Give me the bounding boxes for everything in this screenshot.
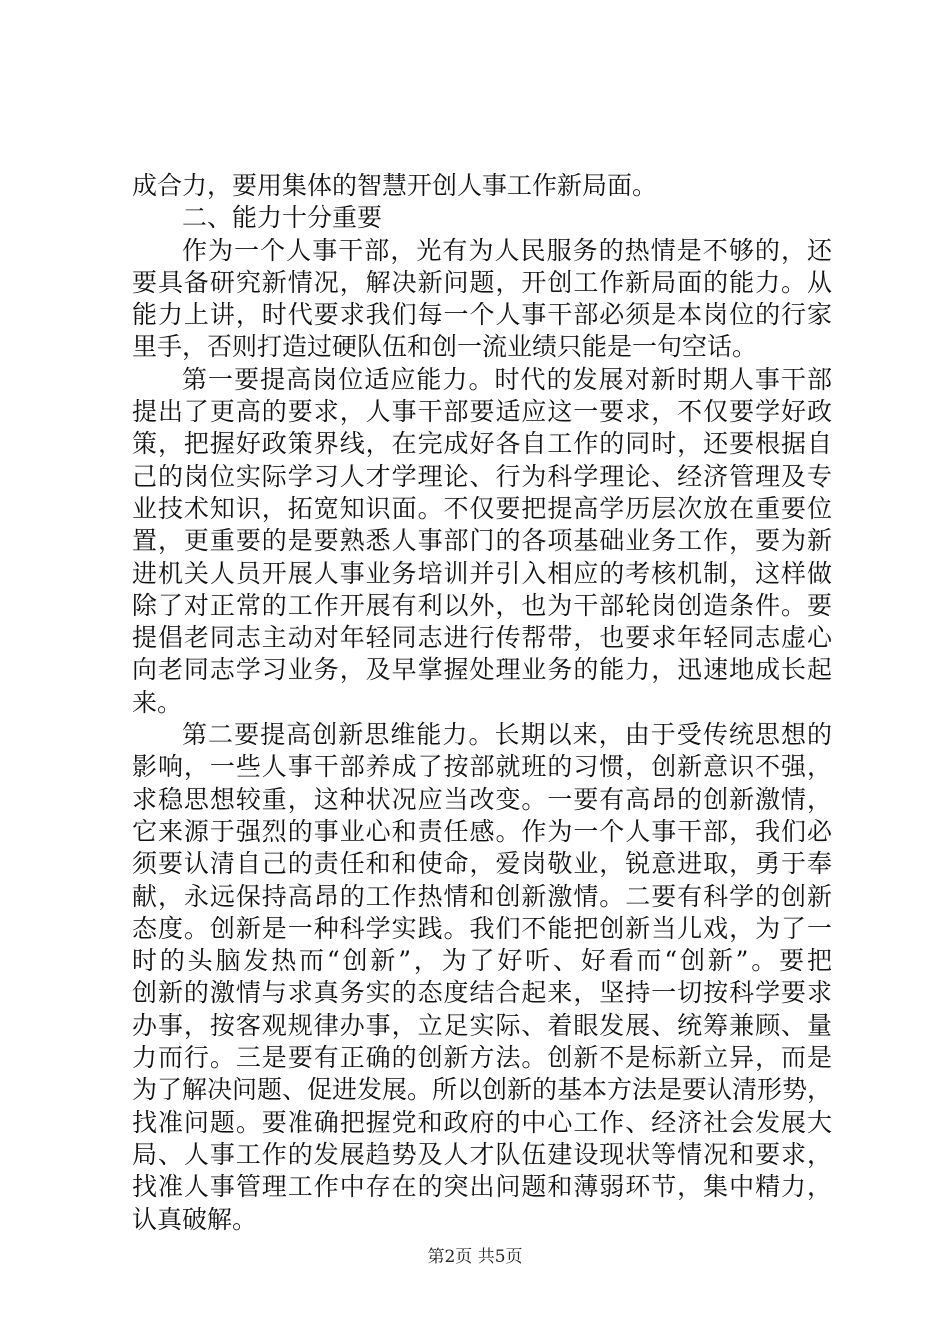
page-footer — [0, 1242, 950, 1267]
text-line: 能力上讲，时代要求我们每一个人事干部必须是本岗位的行家 — [132, 300, 832, 330]
text-line: 要具备研究新情况，解决新问题，开创工作新局面的能力。从 — [132, 267, 832, 297]
text-line: 来。 — [132, 687, 183, 717]
text-line: 求稳思想较重，这种状况应当改变。一要有高昂的创新激情， — [132, 784, 832, 814]
text-line: 认真破解。 — [132, 1204, 258, 1234]
text-line: 力而行。三是要有正确的创新方法。创新不是标新立异，而是 — [132, 1043, 832, 1073]
text-line: 献，永远保持高昂的工作热情和创新激情。二要有科学的创新 — [132, 881, 832, 911]
page-indicator: 第2页 共5页 — [427, 1247, 523, 1267]
text-line: 为了解决问题、促进发展。所以创新的基本方法是要认清形势， — [132, 1075, 833, 1105]
text-line: 第二要提高创新思维能力。长期以来，由于受传统思想的 — [182, 720, 832, 750]
text-line: 里手，否则打造过硬队伍和创一流业绩只能是一句空话。 — [132, 332, 758, 362]
text-line: 办事，按客观规律办事，立足实际、着眼发展、统筹兼顾、量 — [132, 1010, 832, 1040]
text-line: 找准人事管理工作中存在的突出问题和薄弱环节，集中精力， — [132, 1172, 832, 1202]
text-line: 它来源于强烈的事业心和责任感。作为一个人事干部，我们必 — [132, 816, 832, 846]
document-body — [132, 170, 832, 1236]
text-line: 提出了更高的要求，人事干部要适应这一要求，不仅要学好政 — [132, 397, 832, 427]
text-line: 找准问题。要准确把握党和政府的中心工作、经济社会发展大 — [132, 1107, 832, 1137]
text-line: 局、人事工作的发展趋势及人才队伍建设现状等情况和要求， — [132, 1139, 832, 1169]
text-lines — [132, 170, 832, 1236]
text-line: 提倡老同志主动对年轻同志进行传帮带，也要求年轻同志虚心 — [132, 623, 832, 653]
text-line: 己的岗位实际学习人才学理论、行为科学理论、经济管理及专 — [132, 461, 832, 491]
text-line: 影响，一些人事干部养成了按部就班的习惯，创新意识不强， — [132, 752, 832, 782]
text-line: 作为一个人事干部，光有为人民服务的热情是不够的，还 — [182, 235, 832, 265]
text-line: 态度。创新是一种科学实践。我们不能把创新当儿戏，为了一 — [132, 913, 832, 943]
text-line: 创新的激情与求真务实的态度结合起来，坚持一切按科学要求 — [132, 978, 832, 1008]
text-line: 第一要提高岗位适应能力。时代的发展对新时期人事干部 — [182, 364, 832, 394]
text-line: 向老同志学习业务，及早掌握处理业务的能力，迅速地成长起 — [132, 655, 832, 685]
text-line: 业技术知识，拓宽知识面。不仅要把提高学历层次放在重要位 — [132, 493, 832, 523]
text-line: 进机关人员开展人事业务培训并引入相应的考核机制，这样做 — [132, 558, 832, 588]
text-line: 策，把握好政策界线，在完成好各自工作的同时，还要根据自 — [132, 429, 832, 459]
text-line: 成合力，要用集体的智慧开创人事工作新局面。 — [132, 171, 658, 200]
text-line: 须要认清自己的责任和和使命，爱岗敬业，锐意进取，勇于奉 — [132, 849, 832, 879]
text-line: 除了对正常的工作开展有利以外，也为干部轮岗创造条件。要 — [132, 590, 832, 620]
text-line: 二、能力十分重要 — [182, 203, 383, 233]
text-line: 置，更重要的是要熟悉人事部门的各项基础业务工作，要为新 — [132, 526, 832, 556]
text-line: 时的头脑发热而“创新”，为了好听、好看而“创新”。要把 — [132, 946, 832, 976]
